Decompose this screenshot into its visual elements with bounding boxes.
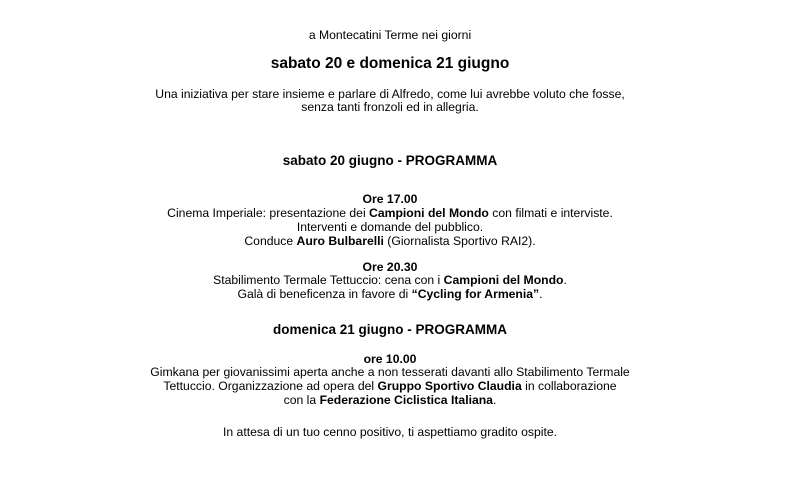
sunday-heading: domenica 21 giugno - PROGRAMMA bbox=[272, 322, 507, 337]
sunday-event1-line-3: con la Federazione Ciclistica Italiana. bbox=[283, 393, 497, 407]
sunday-event1-line-1: Gimkana per giovanissimi aperta anche a non tesserati davanti allo Stabilimento Termale bbox=[150, 365, 630, 379]
saturday-event2-line-2: Galà di beneficenza in favore di “Cycling for Armenia”. bbox=[237, 287, 543, 301]
saturday-event1-time: Ore 17.00 bbox=[362, 192, 418, 206]
location-line: a Montecatini Terme nei giorni bbox=[308, 28, 472, 42]
intro-text-line-1: Una iniziativa per stare insieme e parlare di Alfredo, come lui avrebbe voluto che fosse, bbox=[155, 87, 625, 101]
saturday-event1-line-1: Cinema Imperiale: presentazione dei Campioni del Mondo con filmati e interviste. bbox=[167, 206, 613, 220]
saturday-event2-time: Ore 20.30 bbox=[362, 260, 418, 274]
dates-title: sabato 20 e domenica 21 giugno bbox=[270, 55, 510, 72]
saturday-event2-line-1: Stabilimento Termale Tettuccio: cena con i Campioni del Mondo. bbox=[213, 273, 567, 287]
sunday-event1-time: ore 10.00 bbox=[363, 352, 417, 366]
saturday-event1-line-2: Interventi e domande del pubblico. bbox=[296, 220, 484, 234]
sunday-event1-line-2: Tettuccio. Organizzazione ad opera del Gruppo Sportivo Claudia in collaborazione bbox=[163, 379, 617, 393]
intro-text-line-2: senza tanti fronzoli ed in allegria. bbox=[301, 100, 479, 114]
saturday-event1-line-3: Conduce Auro Bulbarelli (Giornalista Sportivo RAI2). bbox=[244, 234, 536, 248]
saturday-heading: sabato 20 giugno - PROGRAMMA bbox=[282, 153, 498, 168]
closing-line: In attesa di un tuo cenno positivo, ti aspettiamo gradito ospite. bbox=[222, 425, 557, 439]
